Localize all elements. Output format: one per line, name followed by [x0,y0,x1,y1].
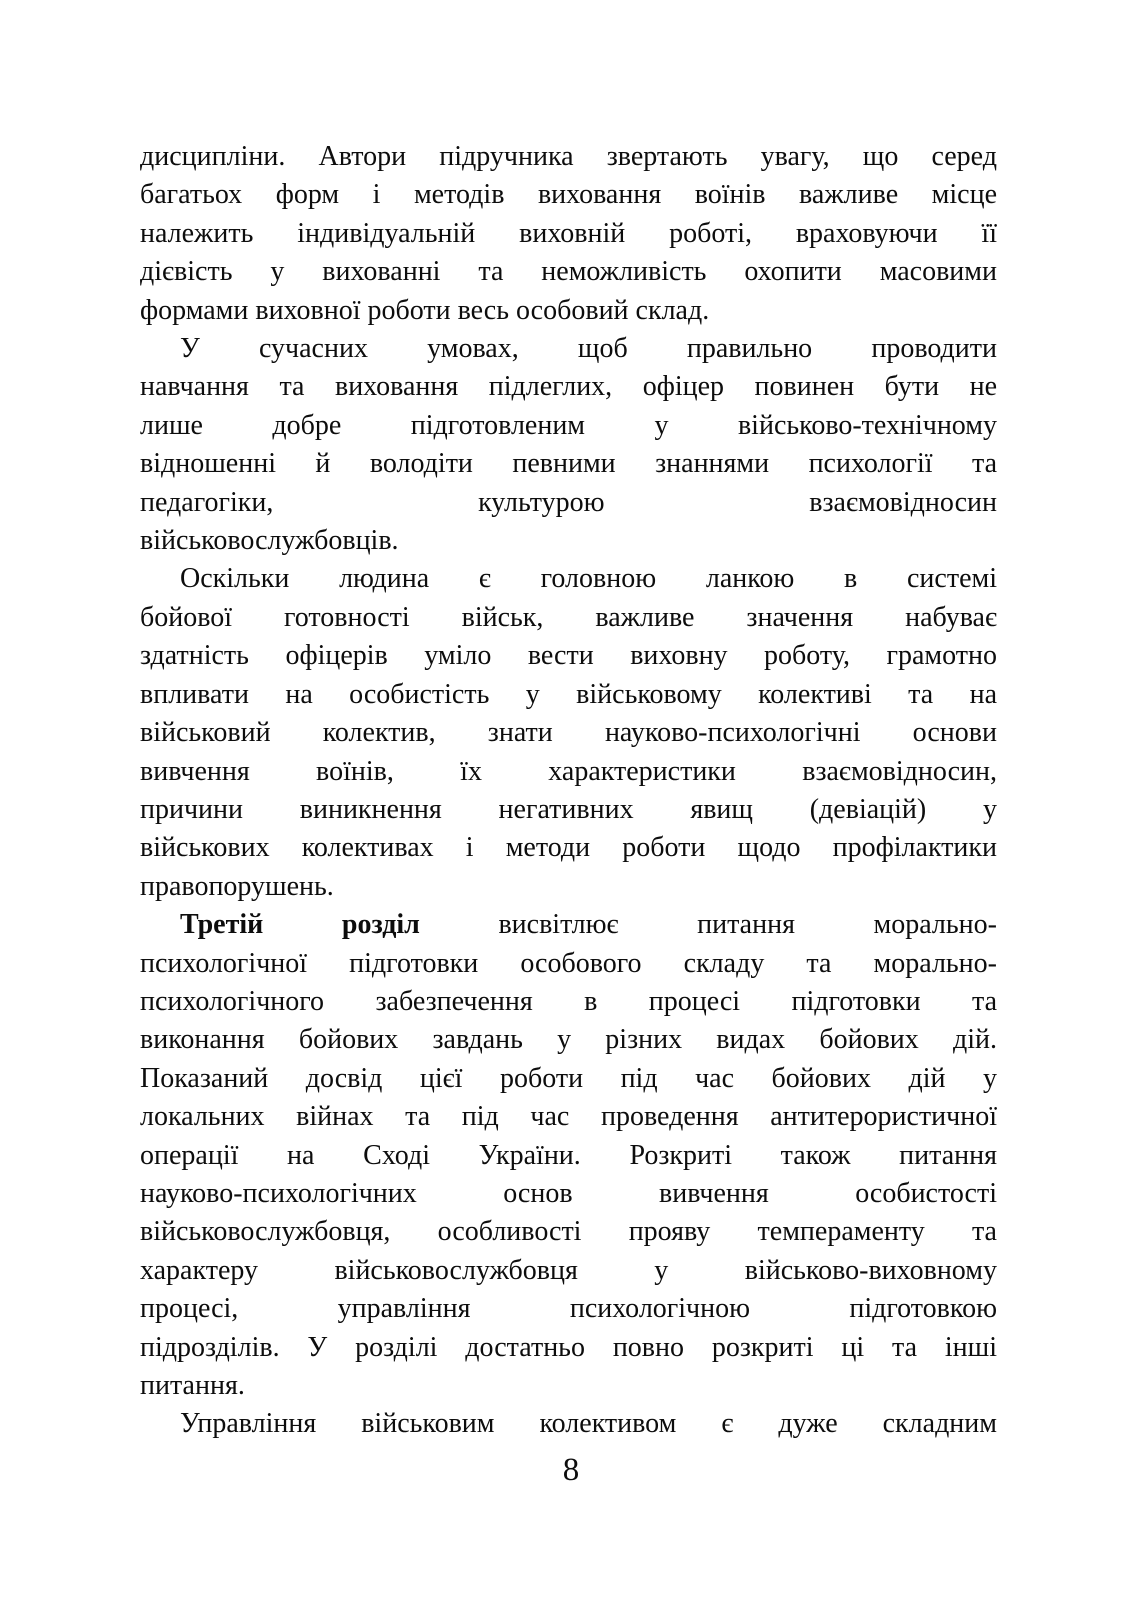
text-run: лише добре підготовленим у військово-технічному [140,409,997,441]
text-line [140,484,997,522]
text-run: науково-психологічних основ вивчення особистості [140,1177,997,1209]
text-run: питання. [140,1370,245,1401]
text-line [140,330,997,368]
text-line [140,1175,997,1213]
text-run: формами виховної роботи весь особовий склад. [140,294,710,326]
page-number: 8 [562,1452,580,1488]
text-run: військовослужбовців. [140,525,399,557]
text-run: відношенні й володіти певними знаннями психології та [140,448,997,480]
text-line [140,1405,997,1443]
text-run: Оскільки людина є головною ланкою в системі [180,563,997,595]
text-line [140,1290,997,1328]
text-line [140,1213,997,1251]
text-run: дієвість у вихованні та неможливість охопити масовими [140,256,997,288]
text-run: військовий колектив, знати науково-психологічні основи [140,717,997,749]
text-line [140,368,997,406]
text-line [140,1137,997,1175]
text-run: характеру військовослужбовця у військово-виховному [140,1254,997,1286]
page-text [140,138,997,1444]
text-line [140,176,997,214]
text-run: дисципліни. Автори підручника звертають увагу, що серед [140,141,997,172]
text-line [140,253,997,291]
text-line [140,1252,997,1290]
text-run: впливати на особистість у військовому колективі та на [140,678,997,710]
text-line [140,1021,997,1059]
text-line [140,945,997,983]
text-run: вивчення воїнів, їх характеристики взаємовідносин, [140,755,997,787]
text-run: операції на Сході України. Розкриті також питання [140,1139,997,1171]
text-run: У сучасних умовах, щоб правильно проводити [180,333,997,365]
text-run: здатність офіцерів уміло вести виховну роботу, грамотно [140,640,997,672]
bold-run: Третій розділ [180,909,420,941]
text-run: Управління військовим колективом є дуже складним [180,1408,997,1440]
text-line [140,791,997,829]
text-run: Показаний досвід цієї роботи під час бойових дій у [140,1062,997,1094]
text-run: психологічної підготовки особового складу та морально- [140,947,997,979]
text-run: локальних війнах та під час проведення антитерористичної [140,1101,997,1133]
text-line [140,407,997,445]
text-run: педагогіки, культурою взаємовідносин [140,486,997,518]
text-run: психологічного забезпечення в процесі підготовки та [140,985,997,1017]
text-line [140,753,997,791]
text-run: правопорушень. [140,870,334,902]
text-run: військовослужбовця, особливості прояву темпераменту та [140,1216,997,1248]
text-line [140,983,997,1021]
text-run: процесі, управління психологічною підготовкою [140,1293,997,1325]
text-line [140,292,997,330]
text-run: бойової готовності військ, важливе значення набуває [140,601,997,633]
text-line [140,676,997,714]
text-run: виконання бойових завдань у різних видах бойових дій. [140,1024,997,1056]
text-run: причини виникнення негативних явищ (девіацій) у [140,793,997,825]
text-line [140,215,997,253]
text-run: багатьох форм і методів виховання воїнів важливе місце [140,179,997,211]
text-line [140,868,997,906]
text-line [140,1329,997,1367]
text-run: підрозділів. У розділі достатньо повно розкриті ці та інші [140,1331,997,1363]
text-line [140,1098,997,1136]
text-line [140,906,997,944]
text-run: навчання та виховання підлеглих, офіцер повинен бути не [140,371,997,403]
text-run: висвітлює питання морально- [419,909,997,941]
text-line [140,560,997,598]
text-line [140,637,997,675]
text-line [140,1367,997,1405]
text-line [140,714,997,752]
text-run: належить індивідуальній виховній роботі, враховуючи її [140,217,997,249]
text-line [140,829,997,867]
text-line [140,599,997,637]
text-line [140,522,997,560]
text-line [140,445,997,483]
text-run: військових колективах і методи роботи щодо профілактики [140,832,997,864]
text-line [140,138,997,176]
text-line [140,1060,997,1098]
